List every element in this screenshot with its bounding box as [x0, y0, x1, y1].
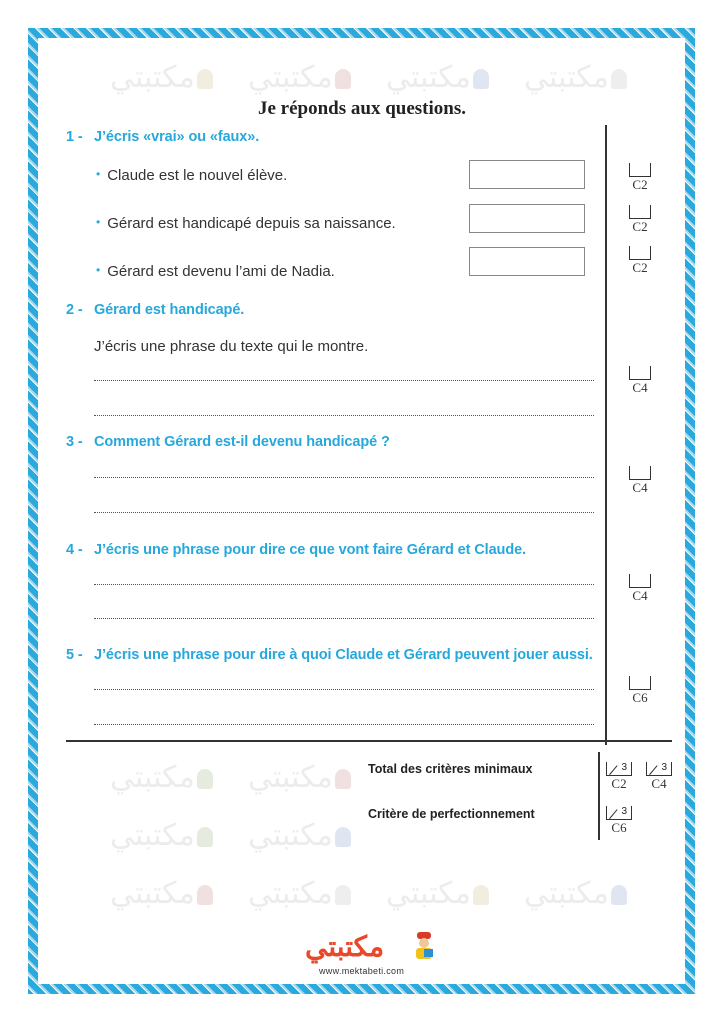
criterion-mark — [627, 676, 653, 705]
criterion-label: C2 — [632, 260, 648, 275]
answer-line[interactable] — [94, 584, 594, 585]
question-text: Comment Gérard est-il devenu handicapé ? — [94, 434, 390, 450]
criterion-label: C6 — [611, 820, 627, 835]
watermark-text: مكتبتي — [248, 818, 333, 853]
score-box[interactable] — [606, 762, 632, 776]
criterion-label: C2 — [632, 219, 648, 234]
watermark-text: مكتبتي — [110, 876, 195, 911]
statement-text: Gérard est devenu l’ami de Nadia. — [107, 263, 335, 280]
question-number: 4 - — [66, 542, 83, 558]
watermark-logo — [110, 876, 213, 911]
statement-3 — [96, 263, 335, 280]
score-c2 — [604, 762, 634, 792]
score-bracket[interactable] — [629, 366, 651, 380]
statement-text: Gérard est handicapé depuis sa naissance. — [107, 215, 396, 232]
criterion-mark — [627, 574, 653, 603]
criterion-label: C4 — [632, 480, 648, 495]
question-3 — [66, 434, 390, 450]
answer-line[interactable] — [94, 380, 594, 381]
score-denominator: 3 — [621, 806, 627, 817]
statement-text: Claude est le nouvel élève. — [107, 167, 288, 184]
reading-child-icon — [413, 932, 435, 960]
statement-1 — [96, 167, 287, 184]
question-2-instruction: J’écris une phrase du texte qui le montre. — [94, 338, 369, 355]
answer-line[interactable] — [94, 512, 594, 513]
watermark-text: مكتبتي — [524, 876, 609, 911]
watermark-text: مكتبتي — [386, 60, 471, 95]
watermark-text: مكتبتي — [110, 60, 195, 95]
bullet-icon: • — [96, 215, 101, 229]
question-number: 5 - — [66, 647, 83, 663]
question-text: J’écris «vrai» ou «faux». — [94, 129, 260, 145]
answer-line[interactable] — [94, 724, 594, 725]
score-bracket[interactable] — [629, 676, 651, 690]
watermark-text: مكتبتي — [248, 876, 333, 911]
logo-text: مكتبتي — [305, 930, 385, 963]
score-bracket[interactable] — [629, 574, 651, 588]
criterion-label: C4 — [651, 776, 667, 791]
question-2 — [66, 302, 244, 318]
watermark-text: مكتبتي — [524, 60, 609, 95]
answer-line[interactable] — [94, 415, 594, 416]
score-bracket[interactable] — [629, 163, 651, 177]
criterion-mark — [627, 366, 653, 395]
criterion-mark — [627, 246, 653, 275]
watermark-logo — [248, 818, 351, 853]
criterion-mark — [627, 163, 653, 192]
answer-line[interactable] — [94, 477, 594, 478]
true-false-answer-box-3[interactable] — [469, 247, 585, 276]
watermark-text: مكتبتي — [110, 760, 195, 795]
watermark-logo — [248, 60, 351, 95]
statement-2 — [96, 215, 396, 232]
score-bracket[interactable] — [629, 205, 651, 219]
watermark-text: مكتبتي — [110, 818, 195, 853]
question-text: J’écris une phrase pour dire à quoi Claude et Gérard peuvent jouer aussi. — [94, 647, 593, 663]
minimal-criteria-total-label: Total des critères minimaux — [368, 762, 533, 776]
bullet-icon: • — [96, 263, 101, 277]
watermark-logo — [524, 876, 627, 911]
question-text: J’écris une phrase pour dire ce que vont faire Gérard et Claude. — [94, 542, 526, 558]
question-text: Gérard est handicapé. — [94, 302, 245, 318]
watermark-logo — [248, 760, 351, 795]
watermark-logo — [110, 818, 213, 853]
question-4 — [66, 542, 526, 558]
watermark-text: مكتبتي — [248, 760, 333, 795]
question-1 — [66, 129, 259, 145]
summary-divider — [598, 752, 600, 840]
question-number: 1 - — [66, 129, 83, 145]
true-false-answer-box-1[interactable] — [469, 160, 585, 189]
score-bracket[interactable] — [629, 246, 651, 260]
answer-line[interactable] — [94, 618, 594, 619]
answer-line[interactable] — [94, 689, 594, 690]
criterion-label: C4 — [632, 588, 648, 603]
score-c6 — [604, 806, 634, 836]
criterion-mark — [627, 205, 653, 234]
bullet-icon: • — [96, 167, 101, 181]
watermark-text: مكتبتي — [248, 60, 333, 95]
margin-divider — [605, 125, 607, 745]
perfection-criterion-label: Critère de perfectionnement — [368, 807, 535, 821]
question-number: 3 - — [66, 434, 83, 450]
page-title: Je réponds aux questions. — [258, 98, 466, 119]
section-divider — [66, 740, 672, 742]
footer-url: www.mektabeti.com — [319, 966, 405, 976]
true-false-answer-box-2[interactable] — [469, 204, 585, 233]
question-number: 2 - — [66, 302, 83, 318]
criterion-label: C2 — [632, 177, 648, 192]
watermark-logo — [248, 876, 351, 911]
watermark-logo — [110, 60, 213, 95]
score-denominator: 3 — [661, 762, 667, 773]
watermark-logo — [524, 60, 627, 95]
watermark-logo — [386, 876, 489, 911]
score-box[interactable] — [606, 806, 632, 820]
question-5 — [66, 647, 593, 663]
score-box[interactable] — [646, 762, 672, 776]
criterion-label: C2 — [611, 776, 627, 791]
score-bracket[interactable] — [629, 466, 651, 480]
watermark-text: مكتبتي — [386, 876, 471, 911]
watermark-logo — [110, 760, 213, 795]
criterion-mark — [627, 466, 653, 495]
criterion-label: C4 — [632, 380, 648, 395]
footer-logo — [305, 930, 445, 980]
score-denominator: 3 — [621, 762, 627, 773]
criterion-label: C6 — [632, 690, 648, 705]
watermark-logo — [386, 60, 489, 95]
score-c4 — [644, 762, 674, 792]
